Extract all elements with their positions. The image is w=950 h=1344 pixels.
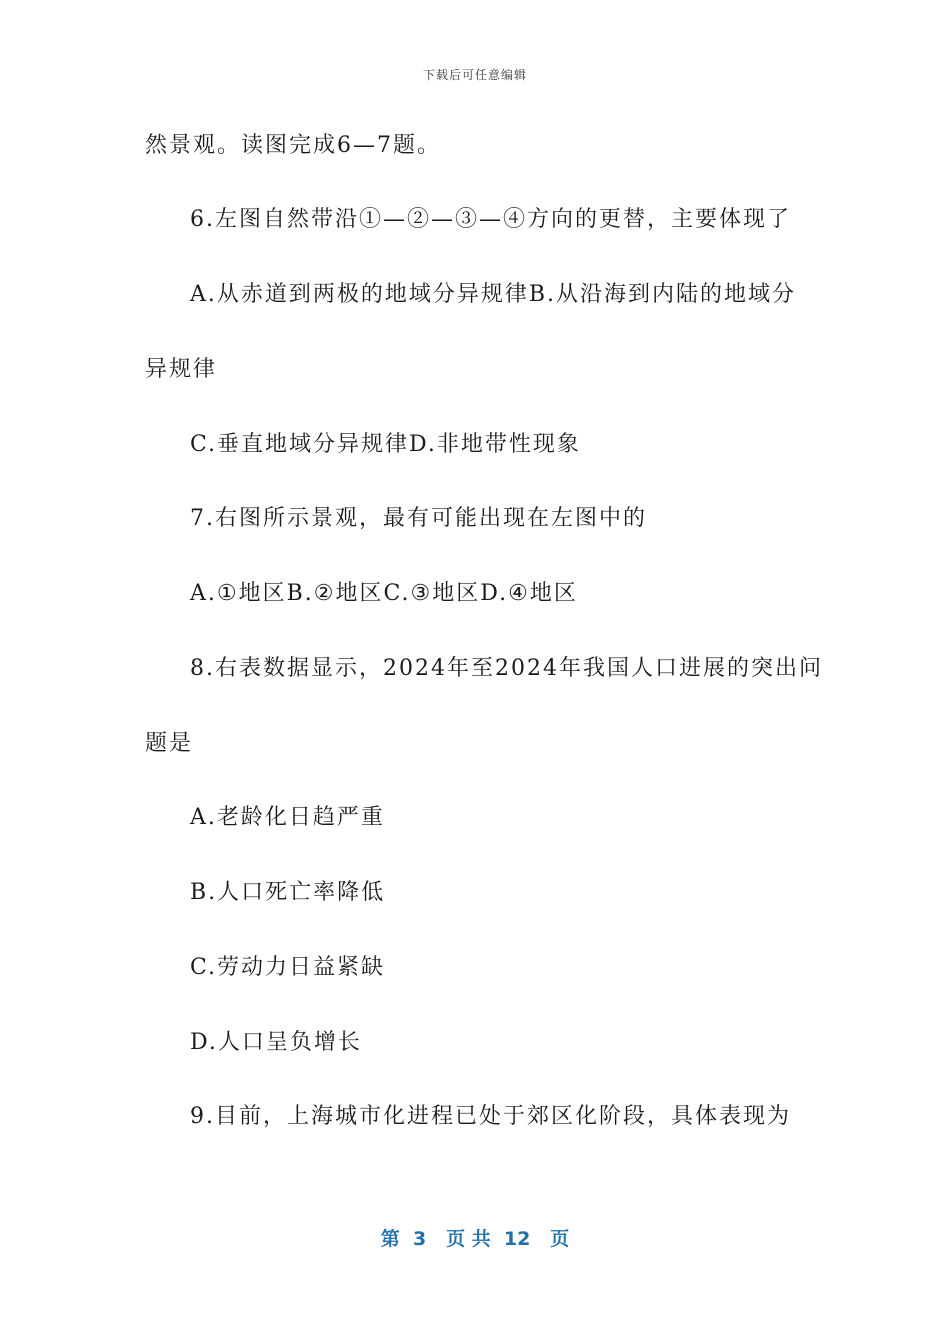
text-line-1: 然景观。读图完成6—7题。 xyxy=(145,133,441,158)
question-6-stem: 6.左图自然带沿①—②—③—④方向的更替，主要体现了 xyxy=(190,207,791,232)
header-note: 下载后可任意编辑 xyxy=(422,68,527,82)
question-8-stem-cont: 题是 xyxy=(145,731,194,756)
question-6-options-ab-cont: 异规律 xyxy=(145,357,218,382)
page-number-footer: 第 3 页 共 12 页 xyxy=(380,1228,570,1250)
question-8-option-b: B.人口死亡率降低 xyxy=(190,880,386,905)
question-7-options: A.①地区B.②地区C.③地区D.④地区 xyxy=(190,581,578,606)
question-8-option-d: D.人口呈负增长 xyxy=(190,1030,362,1055)
question-6-options-cd: C.垂直地域分异规律D.非地带性现象 xyxy=(190,432,581,457)
question-7-stem: 7.右图所示景观，最有可能出现在左图中的 xyxy=(190,506,647,531)
question-8-option-a: A.老龄化日趋严重 xyxy=(190,805,385,830)
question-9-stem: 9.目前，上海城市化进程已处于郊区化阶段，具体表现为 xyxy=(190,1104,791,1129)
question-6-options-ab: A.从赤道到两极的地域分异规律B.从沿海到内陆的地域分 xyxy=(190,282,797,307)
question-8-option-c: C.劳动力日益紧缺 xyxy=(190,955,386,980)
question-8-stem: 8.右表数据显示，2024年至2024年我国人口进展的突出问 xyxy=(190,656,823,681)
